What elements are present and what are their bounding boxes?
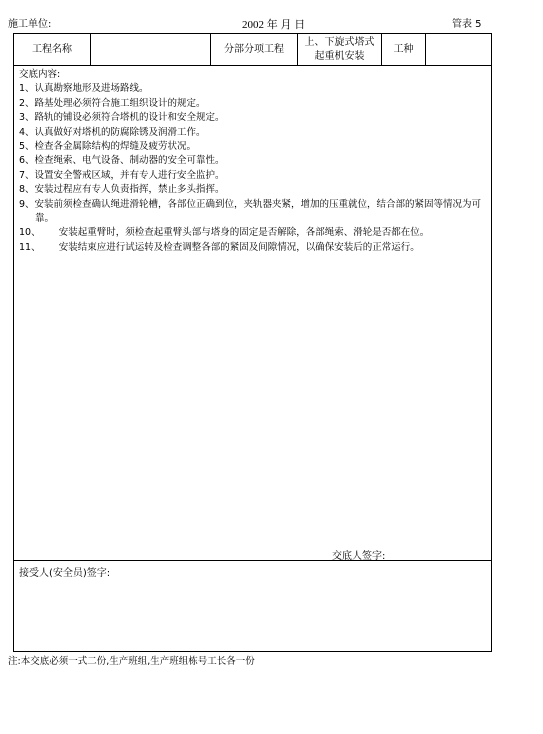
list-item: 5、检查各金属除结构的焊缝及疲劳状况。	[19, 141, 197, 153]
list-item: 7、设置安全警戒区域，并有专人进行安全监护。	[19, 169, 225, 181]
project-name-value	[91, 34, 210, 65]
sub-project-label: 分部分项工程	[224, 43, 284, 55]
briefing-form	[13, 33, 492, 652]
list-item: 8、安装过程应有专人负责指挥，禁止多头指挥。	[19, 184, 225, 196]
date-line: 2002 年 月 日	[242, 19, 306, 31]
briefer-signature-label: 交底人签字:	[332, 551, 386, 562]
list-item: 1、认真勘察地形及进场路线。	[19, 83, 149, 95]
list-item: 4、认真做好对塔机的防腐除锈及润滑工作。	[19, 126, 206, 138]
list-item: 9、安装前须检查确认绳进滑轮槽，各部位正确到位，夹轨器夹紧，增加的压重就位，结合部的紧固等情况为可靠。	[19, 198, 482, 225]
form-number: 管表 5	[452, 19, 482, 30]
sub-project-value-line2: 起重机安装	[314, 50, 365, 62]
briefing-content	[19, 68, 489, 255]
project-name-label: 工程名称	[32, 43, 72, 55]
list-item: 11、 安装结束应进行试运转及检查调整各部的紧固及间隙情况，以确保安装后的正常运行。	[19, 241, 420, 253]
construction-unit-label: 施工单位:	[8, 19, 52, 30]
receiver-signature-label: 接受人(安全员)签字:	[19, 568, 111, 579]
list-item: 2、路基处理必须符合施工组织设计的规定。	[19, 97, 206, 109]
trade-value	[426, 34, 491, 65]
content-heading: 交底内容:	[19, 69, 61, 80]
sub-project-value-line1: 上、下旋式塔式	[304, 36, 375, 48]
receiver-section-divider	[14, 560, 491, 561]
trade-label: 工种	[393, 43, 414, 55]
sub-project-value	[298, 34, 381, 65]
footer-note: 注:本交底必须一式二份,生产班组,生产班组栋号工长各一份	[8, 656, 255, 667]
list-item: 3、路轨的铺设必须符合塔机的设计和安全规定。	[19, 112, 225, 124]
list-item: 10、 安装起重臂时，须检查起重臂头部与塔身的固定是否解除，各部绳索、滑轮是否都在位。	[19, 227, 430, 239]
list-item: 6、检查绳索、电气设备、制动器的安全可靠性。	[19, 155, 225, 167]
header-row-divider	[14, 65, 491, 66]
